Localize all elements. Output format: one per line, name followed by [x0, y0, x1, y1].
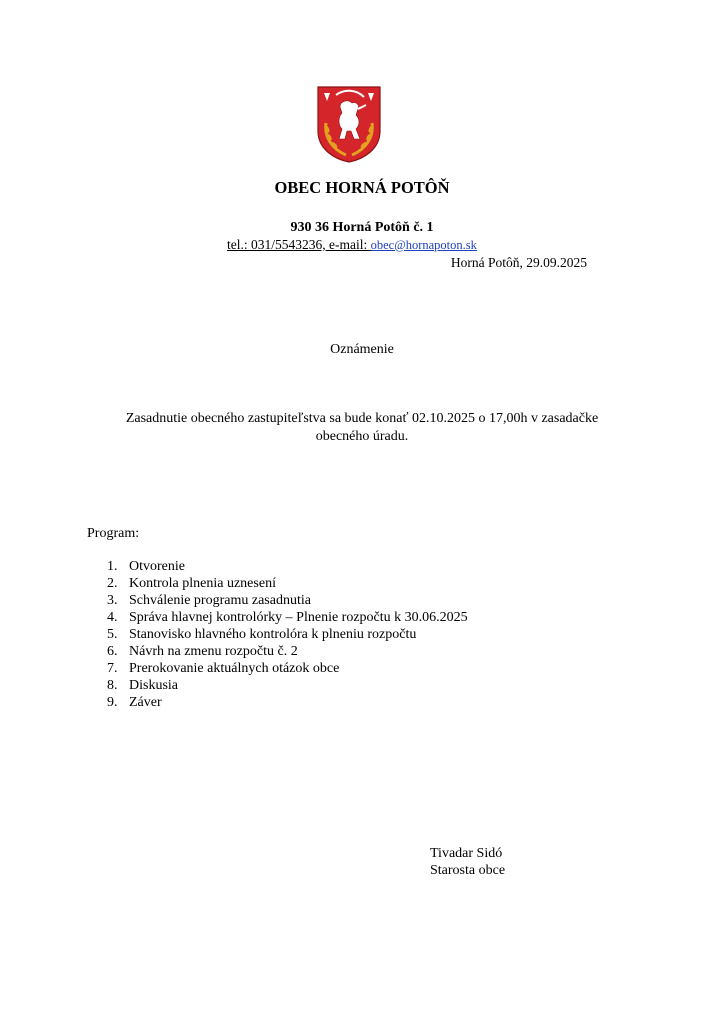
list-item: 6. Návrh na zmenu rozpočtu č. 2: [107, 644, 298, 659]
list-item: 1. Otvorenie: [107, 559, 185, 574]
place-date: Horná Potôň, 29.09.2025: [450, 255, 587, 270]
list-item: 3. Schválenie programu zasadnutia: [107, 593, 311, 608]
signer-name: Tivadar Sidó: [430, 846, 503, 861]
list-item: 8. Diskusia: [107, 678, 178, 693]
signature-block: [430, 845, 505, 879]
list-item: 9. Záver: [107, 695, 162, 710]
municipality-title: OBEC HORNÁ POTÔŇ: [274, 178, 450, 197]
municipality-address: 930 36 Horná Potôň č. 1: [290, 220, 434, 235]
notice-text: [100, 410, 624, 446]
list-item: 7. Prerokovanie aktuálnych otázok obce: [107, 661, 340, 676]
contact-phone: tel.: 031/5543236, e-mail:: [227, 237, 371, 252]
signer-role: Starosta obce: [430, 863, 506, 878]
program-list: [107, 558, 468, 711]
coat-of-arms-emblem: [316, 85, 382, 163]
list-item: 2. Kontrola plnenia uznesení: [107, 576, 276, 591]
notice-line-2: obecného úradu.: [315, 429, 409, 444]
list-item: 4. Správa hlavnej kontrolórky – Plnenie rozpočtu k 30.06.2025: [107, 610, 468, 625]
contact-line: [227, 237, 477, 253]
program-label: Program:: [87, 526, 140, 541]
email-link[interactable]: obec@hornapoton.sk: [370, 238, 477, 252]
list-item: 5. Stanovisko hlavného kontrolóra k plneniu rozpočtu: [107, 627, 417, 642]
notice-line-1: Zasadnutie obecného zastupiteľstva sa bude konať 02.10.2025 o 17,00h v zasadačke: [125, 411, 599, 426]
notice-heading: Oznámenie: [330, 342, 394, 357]
